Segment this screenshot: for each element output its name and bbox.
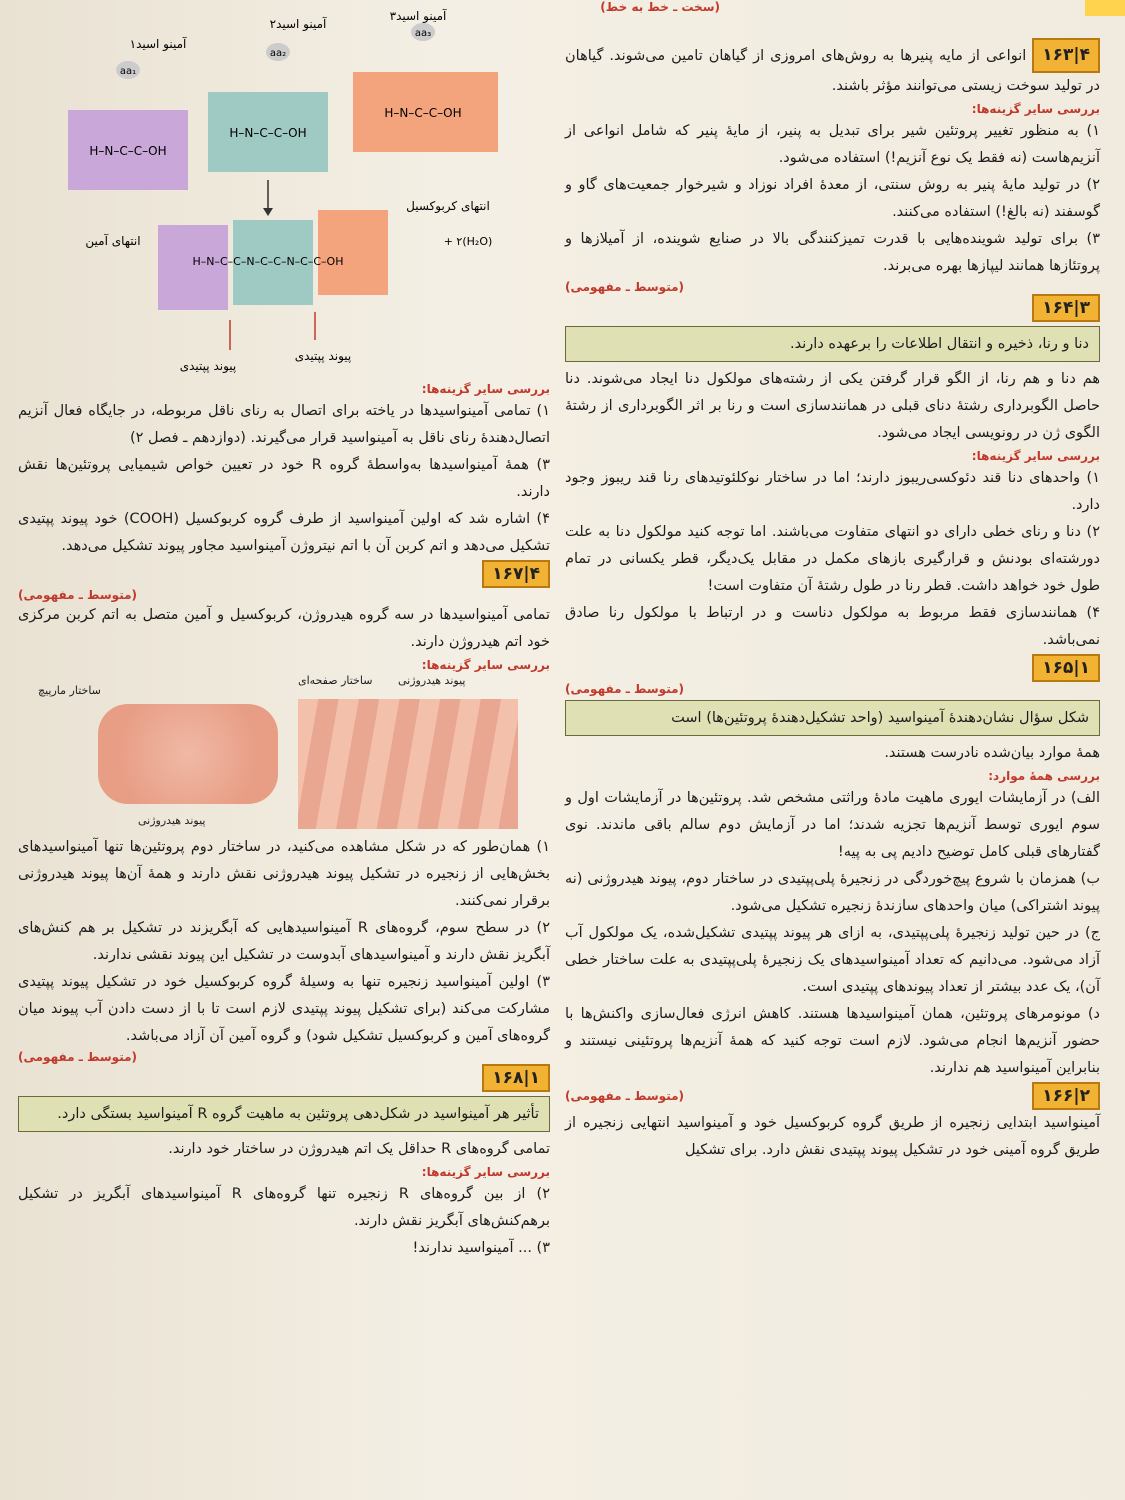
q163-opt2: ۲) در تولید مایهٔ پنیر به روش سنتی، از معدهٔ افراد نوزاد و شیرخوار جمعیت‌های گاو و گوسفند (نه بالغ!) استفاده می‌کنند. <box>565 177 1100 220</box>
question-badge-163: ۴|۱۶۳ <box>1032 38 1100 73</box>
helix-label: ساختار مارپیچ <box>38 684 101 697</box>
product-structure: H–N–C–C–N–C–C–N–C–C–OH <box>192 255 344 268</box>
q164-opt4: ۴) همانندسازی فقط مربوط به مولکول دناست و در ارتباط با مولکول رنا صادق نمی‌باشد. <box>565 605 1100 648</box>
q165-all-title: بررسی همهٔ موارد: <box>988 769 1100 783</box>
q165-d: د) مونومرهای پروتئین، همان آمینواسیدها هستند. کاهش انرژی فعال‌سازی واکنش‌ها با حضور آنزیم‌ها انجام می‌شود. لازم است توجه کنید که همهٔ آنزیم‌ها پروتئینی نیستند و بنابراین آمینواسید هم ندارند. <box>565 1006 1100 1076</box>
q168-answer-box: تأثیر هر آمینواسید در شکل‌دهی پروتئین به ماهیت گروه R آمینواسید بستگی دارد. <box>18 1096 550 1132</box>
q164-others-title: بررسی سایر گزینه‌ها: <box>971 449 1100 463</box>
q168-opt3: ۳) ... آمینواسید ندارند! <box>412 1240 550 1256</box>
q166-opt3: ۳) همهٔ آمینواسیدها به‌واسطهٔ گروه R خود در تعیین خواص شیمیایی پروتئین‌ها نقش دارند. <box>18 457 551 500</box>
q166-opt4: ۴) اشاره شد که اولین آمینواسید از طرف گروه کربوکسیل (COOH) خود پیوند پپتیدی تشکیل می‌دهد و اتم کربن آن با اتم نیتروژن آمینواسید مجاور پیوند تشکیل می‌دهد. <box>18 511 550 554</box>
aa3-label: آمینو اسید۳ <box>389 9 447 23</box>
q164-opt1: ۱) واحدهای دنا قند دئوکسی‌ریبوز دارند؛ اما در ساختار نوکلئوتیدهای رنا قند ریبوز وجود دارد. <box>565 470 1100 513</box>
helix-image <box>98 704 278 804</box>
q165-text: همهٔ موارد بیان‌شده نادرست هستند. <box>884 745 1100 761</box>
hbond-label-top: پیوند هیدروژنی <box>398 674 466 687</box>
q167-others-title: بررسی سایر گزینه‌ها: <box>421 658 550 672</box>
protein-structure-figure <box>18 674 550 834</box>
amine-end-label: انتهای آمین <box>85 234 141 248</box>
q164-level: (متوسط ـ مفهومی) <box>565 682 685 696</box>
q165-c: ج) در حین تولید زنجیرهٔ پلی‌پپتیدی، به ازای هر پیوند پپتیدی تشکیل‌شده، یک مولکول آب آزاد می‌شود. می‌دانیم که تعداد آمینواسیدهای یک زنجیرهٔ پلی‌پپتیدی به علت ساختار خطی آن)، یک عدد بیشتر از تعداد پیوندهای پپتیدی است. <box>565 925 1100 995</box>
q167-level: (متوسط ـ مفهومی) <box>18 588 138 602</box>
aa2-structure: H–N–C–C–OH <box>229 126 307 140</box>
peptide-bond-diagram <box>68 9 508 380</box>
question-badge-166: ۲|۱۶۶ <box>1032 1082 1100 1110</box>
aa3-tag: aa₃ <box>414 28 432 39</box>
q165-b: ب) همزمان با شروع پیچ‌خوردگی در زنجیرهٔ پلی‌پپتیدی در ساختار دوم، پیوند هیدروژنی (نه پیوند اشتراکی) میان واحدهای سازندهٔ زنجیره تشکیل می‌شود. <box>565 871 1100 914</box>
peptide-bond-label-1: پیوند پپتیدی <box>179 359 237 373</box>
aa2-tag: aa₂ <box>269 48 287 59</box>
q164-text: هم دنا و هم رنا، از الگو قرار گرفتن یکی از رشته‌های مولکول دنا ایجاد می‌شوند. دنا حاصل الگوبرداری رشتهٔ دنای قبلی در همانندسازی است و رنا بر اثر الگوبرداری از رشتهٔ الگوی ژن در رونویسی ایجاد می‌شود. <box>565 371 1100 441</box>
q163-level: (متوسط ـ مفهومی) <box>565 280 685 294</box>
aa1-label: آمینو اسید۱ <box>129 37 187 51</box>
q163-text: انواعی از مایه پنیرها به روش‌های امروزی از گیاهان تامین می‌شوند. گیاهان در تولید سوخت زیستی می‌توانند مؤثر باشند. <box>565 48 1100 94</box>
q163-others-title: بررسی سایر گزینه‌ها: <box>971 102 1100 116</box>
q168-level: (متوسط ـ مفهومی) <box>18 1050 138 1064</box>
right-column <box>565 0 1100 1500</box>
q167-opt2: ۲) در سطح سوم، گروه‌های R آمینواسیدهایی که آبگریزند در تشکیل بر هم کنش‌های آبگریز نقش دارند و آمینواسیدهای آبدوست در تشکیل این پیوند نقشی ندارند. <box>18 920 551 963</box>
water-label: + ۲(H₂O) <box>443 235 493 248</box>
peptide-bond-label-2: پیوند پپتیدی <box>294 349 352 363</box>
question-badge-168: ۱|۱۶۸ <box>482 1064 550 1092</box>
q164-opt2: ۲) دنا و رنای خطی دارای دو انتهای متفاوت می‌باشند. اما توجه کنید مولکول دنا به علت دورشته‌ای بودنش و قرارگیری بازهای مکمل در مقابل یک‌دیگر، قطر یکسانی در تمام طول خود خواهد داشت. قطر رنا در طول رشتهٔ آن متفاوت است! <box>565 524 1100 594</box>
q165-level: (متوسط ـ مفهومی) <box>565 1089 685 1103</box>
sheet-label: ساختار صفحه‌ای <box>298 674 373 687</box>
question-badge-164: ۳|۱۶۴ <box>1032 294 1100 322</box>
product-aa3-box <box>318 210 388 295</box>
q166-text: آمینواسید ابتدایی زنجیره از طریق گروه کربوکسیل خود و آمینواسید انتهایی زنجیره از طریق گروه آمینی خود در تشکیل پیوند پپتیدی نقش دارد. برای تشکیل <box>565 1115 1100 1158</box>
q168-text: تمامی گروه‌های R حداقل یک اتم هیدروژن در ساختار خود دارند. <box>168 1141 550 1157</box>
q167-opt1: ۱) همان‌طور که در شکل مشاهده می‌کنید، در ساختار دوم پروتئین‌ها تنها آمینواسیدهای بخش‌هایی از زنجیره در تشکیل پیوند هیدروژنی نقش دارند و همهٔ آن‌ها پیوند هیدروژنی برقرار نمی‌کنند. <box>18 839 550 909</box>
q167-text: تمامی آمینواسیدها در سه گروه هیدروژن، کربوکسیل و آمین متصل به اتم کربن مرکزی خود اتم هیدروژن دارند. <box>18 607 550 650</box>
q163-opt1: ۱) به منظور تغییر پروتئین شیر برای تبدیل به پنیر، از مایهٔ پنیر که شامل انواعی از آنزیم‌هاست (نه فقط یک نوع آنزیم!) استفاده می‌شود. <box>565 123 1100 166</box>
aa1-tag: aa₁ <box>119 66 137 77</box>
sheet-image <box>298 699 518 829</box>
top-tag: (سخت ـ خط به خط) <box>600 0 720 14</box>
q167-opt3: ۳) اولین آمینواسید زنجیره تنها به وسیلهٔ گروه کربوکسیل خود در تشکیل پیوند پپتیدی مشارکت می‌کند (برای تشکیل پیوند پپتیدی لازم است تا با از دست دادن آب پیوند میان گروه‌های آمین و کربوکسیل تشکیل شود) و گروه آمین آن آزاد می‌باشد. <box>18 974 550 1044</box>
q168-others-title: بررسی سایر گزینه‌ها: <box>421 1165 550 1179</box>
aa3-structure: H–N–C–C–OH <box>384 106 462 120</box>
q166-others-title: بررسی سایر گزینه‌ها: <box>421 382 550 396</box>
q164-answer-box: دنا و رنا، ذخیره و انتقال اطلاعات را برعهده دارند. <box>565 326 1100 362</box>
aa1-structure: H–N–C–C–OH <box>89 144 167 158</box>
reaction-arrowhead <box>263 208 273 216</box>
left-column <box>18 0 550 1500</box>
q168-opt2: ۲) از بین گروه‌های R زنجیره تنها گروه‌های R آمینواسیدهای آبگریز در تشکیل برهم‌کنش‌های آبگریز نقش دارند. <box>18 1186 550 1229</box>
q166-opt1: ۱) تمامی آمینواسیدها در یاخته برای اتصال به رنای ناقل مربوطه، در جایگاه فعال آنزیم اتصال‌دهندهٔ رنای ناقل به آمینواسید قرار می‌گیرند. (دوازدهم ـ فصل ۲) <box>18 403 550 446</box>
question-badge-165: ۱|۱۶۵ <box>1032 654 1100 682</box>
q163-opt3: ۳) برای تولید شوینده‌هایی با قدرت تمیزکنندگی بالا در صنایع شوینده، از آمیلازها و پروتئازها همانند لیپازها بهره می‌برند. <box>565 231 1100 274</box>
hbond-label-bottom: پیوند هیدروژنی <box>138 814 206 827</box>
carboxyl-end-label: انتهای کربوکسیل <box>406 199 490 213</box>
question-badge-167: ۴|۱۶۷ <box>482 560 550 588</box>
q165-a: الف) در آزمایشات ایوری ماهیت مادهٔ وراثتی مشخص شد. پروتئین‌ها در آزمایشات اول و سوم ایوری توسط آنزیم‌ها تجزیه شدند؛ اما در آزمایش دوم سالم باقی ماندند. نوی گفتارهای قبلی کامل توضیح دادیم پی به پیه! <box>565 790 1100 860</box>
aa2-label: آمینو اسید۲ <box>269 17 327 31</box>
q165-answer-box: شکل سؤال نشان‌دهندهٔ آمینواسید (واحد تشکیل‌دهندهٔ پروتئین‌ها) است <box>565 700 1100 736</box>
